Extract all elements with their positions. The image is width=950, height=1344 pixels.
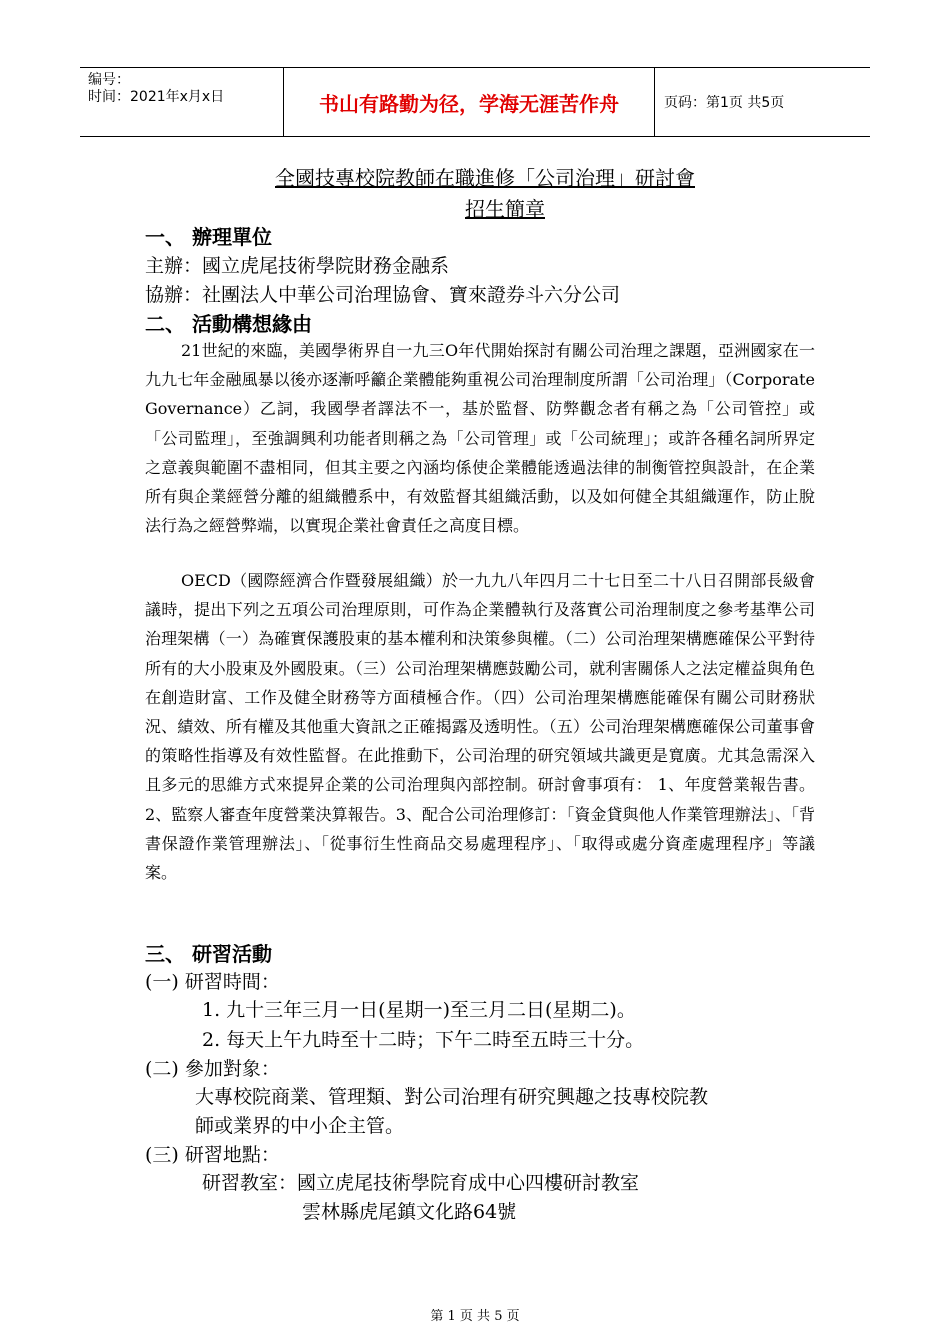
time-label: 时间：2021年x月x日: [88, 89, 225, 105]
paragraph-2: [145, 566, 815, 887]
page-header: [80, 67, 870, 137]
item3-label: (三) 研習地點：: [145, 1144, 280, 1166]
item3-line2: 雲林縣虎尾鎮文化路64號: [302, 1201, 517, 1223]
item3-line1: 研習教室：國立虎尾技術學院育成中心四樓研討教室: [202, 1172, 640, 1194]
host-line: 主辦：國立虎尾技術學院財務金融系: [145, 255, 450, 277]
section3-heading: 三、 研習活動: [145, 942, 272, 966]
paragraph-2-text: OECD（國際經濟合作暨發展組織）於一九九八年四月二十七日至二十八日召開部長級會議時，提出下列之五項公司治理原則，可作為企業體執行及落實公司治理制度之參考基準公司治理架構（一）為確實保護股東的基本權利和決策參與權。（二）公司治理架構應確保公平對待所有的大小股東及外國股東。（三）公司治理架構應鼓勵公司，就利害關係人之法定權益與角色在創造財富、工作及健全財務等方面積極合作。（四）公司治理架構應能確保有關公司財務狀況、績效、所有權及其他重大資訊之正確揭露及透明性。（五）公司治理架構應確保公司董事會的策略性指導及有效性監督。在此推動下，公司治理的研究領域共識更是寬廣。尤其急需深入且多元的思維方式來提昇企業的公司治理與內部控制。研討會事項有： 1、年度營業報告書。 2、監察人審查年度營業決算報告。3、配合公司治理修訂：「資金貸與他人作業管理辦法」、「背書保證作業管理辦法」、「從事衍生性商品交易處理程序」、「取得或處分資產處理程序」等議案。: [145, 571, 815, 883]
header-motto: 书山有路勤为径，学海无涯苦作舟: [284, 68, 655, 136]
item2-line1: 大專校院商業、管理類、對公司治理有研究興趣之技專校院教: [195, 1086, 709, 1108]
page-footer: 第 1 页 共 5 页: [430, 1309, 520, 1324]
item1-label: (一) 研習時間：: [145, 971, 280, 993]
paragraph-1-text: 21世紀的來臨，美國學術界自一九三O年代開始探討有關公司治理之課題，亞洲國家在一九九七年金融風暴以後亦逐漸呼籲企業體能夠重視公司治理制度所謂「公司治理」（Corporate Governance）乙詞，我國學者譯法不一，基於監督、防弊觀念者有稱之為「公司管控」或「公司監理」，至強調興利功能者則稱之為「公司管理」或「公司統理」；或許各種名詞所界定之意義與範圍不盡相同，但其主要之內涵均係使企業體能透過法律的制衡管控與設計，在企業所有與企業經營分離的組織體系中，有效監督其組織活動，以及如何健全其組織運作，防止脫法行為之經營弊端，以實現企業社會責任之高度目標。: [145, 341, 815, 536]
section1-heading: 一、 辦理單位: [145, 225, 272, 249]
section2-heading: 二、 活動構想緣由: [145, 312, 312, 336]
item1-line2: 2. 每天上午九時至十二時；下午二時至五時三十分。: [202, 1029, 645, 1051]
doc-title: 全國技專校院教師在職進修「公司治理」研討會: [275, 166, 695, 190]
header-meta: [80, 68, 284, 136]
item2-label: (二) 參加對象：: [145, 1058, 280, 1080]
item2-line2: 師或業界的中小企主管。: [195, 1115, 405, 1137]
paragraph-1: [145, 336, 815, 540]
doc-subtitle: 招生簡章: [465, 197, 545, 221]
number-label: 编号：: [88, 72, 130, 88]
item1-line1: 1. 九十三年三月一日(星期一)至三月二日(星期二)。: [202, 999, 636, 1021]
header-page-info: 页码：第1页 共5页: [664, 95, 785, 111]
cohost-line: 協辦：社團法人中華公司治理協會、寶來證券斗六分公司: [145, 284, 621, 306]
